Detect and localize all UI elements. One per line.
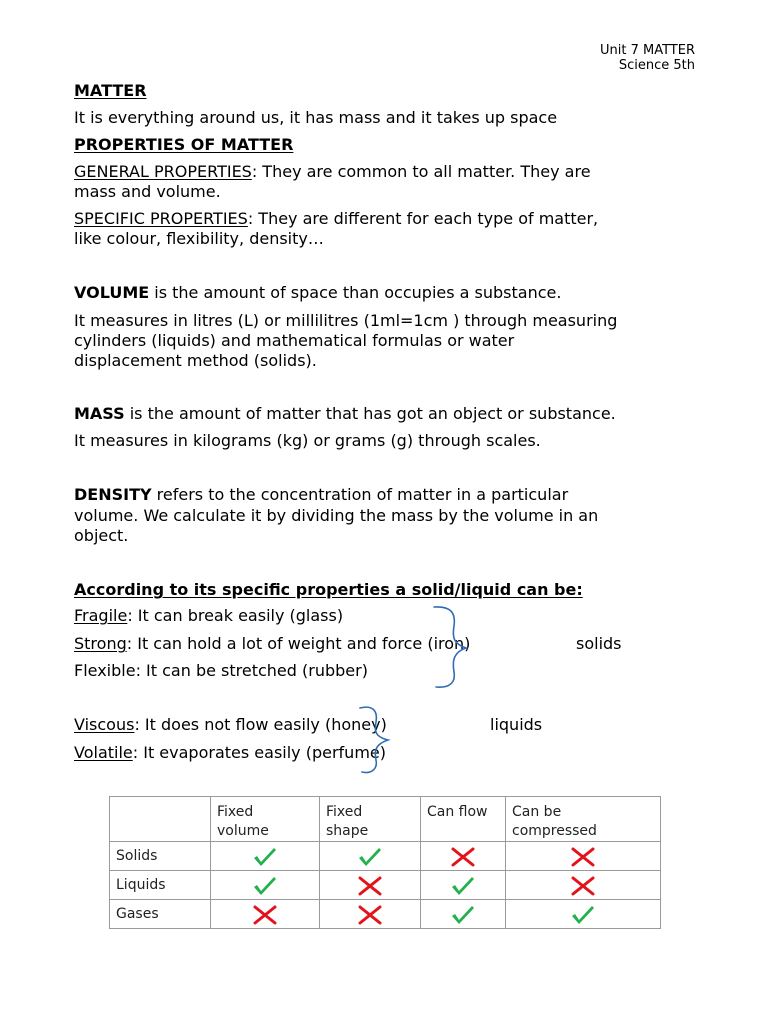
mass-line1: It measures in kilograms (kg) or grams (g) through scales. <box>74 431 541 450</box>
liquids-brace-icon <box>358 704 408 780</box>
mark-cell <box>506 871 661 900</box>
mark-cell <box>211 900 320 929</box>
volatile-item: Volatile: It evaporates easily (perfume) <box>74 743 386 762</box>
cross-icon <box>357 875 383 897</box>
strong-term: Strong <box>74 634 127 653</box>
general-properties-label: GENERAL PROPERTIES <box>74 162 252 181</box>
mark-cell <box>320 871 421 900</box>
volume-line3: displacement method (solids). <box>74 351 317 370</box>
mass-definition: MASS is the amount of matter that has got an object or substance. <box>74 404 616 423</box>
check-icon <box>450 875 476 897</box>
properties-heading: PROPERTIES OF MATTER <box>74 135 294 154</box>
mark-cell <box>211 871 320 900</box>
volume-definition: VOLUME is the amount of space than occupies a substance. <box>74 283 562 302</box>
liquids-label: liquids <box>490 715 543 734</box>
check-icon <box>450 904 476 926</box>
volume-term: VOLUME <box>74 283 150 302</box>
fragile-item: Fragile: It can break easily (glass) <box>74 606 344 625</box>
density-term: DENSITY <box>74 485 152 504</box>
table-row-gases <box>110 900 661 929</box>
mark-cell <box>421 900 506 929</box>
viscous-item: Viscous: It does not flow easily (honey) <box>74 715 387 734</box>
cross-icon <box>252 904 278 926</box>
header-can-flow: Can flow <box>421 797 506 842</box>
row-label: Solids <box>110 842 211 871</box>
general-properties-line1: GENERAL PROPERTIES: They are common to all matter. They are <box>74 162 591 181</box>
cross-icon <box>570 846 596 868</box>
table-corner-cell <box>110 797 211 842</box>
general-properties-line2: mass and volume. <box>74 182 221 201</box>
row-label: Gases <box>110 900 211 929</box>
mass-term: MASS <box>74 404 125 423</box>
header-course: Science 5th <box>618 58 695 73</box>
mark-cell <box>320 900 421 929</box>
volatile-term: Volatile <box>74 743 133 762</box>
volume-line2: cylinders (liquids) and mathematical formulas or water <box>74 331 515 350</box>
check-icon <box>570 904 596 926</box>
header-can-be-compressed: Can be compressed <box>506 797 661 842</box>
solids-label: solids <box>576 634 622 653</box>
check-icon <box>252 875 278 897</box>
viscous-term: Viscous <box>74 715 135 734</box>
specific-list-heading: According to its specific properties a solid/liquid can be: <box>74 580 583 599</box>
density-definition: DENSITY refers to the concentration of matter in a particular <box>74 485 569 504</box>
solids-brace-icon <box>430 604 480 690</box>
specific-properties-label: SPECIFIC PROPERTIES <box>74 209 248 228</box>
states-of-matter-table <box>109 796 661 929</box>
header-unit: Unit 7 MATTER <box>600 43 695 58</box>
table-row-solids <box>110 842 661 871</box>
density-line3: object. <box>74 526 129 545</box>
check-icon <box>252 846 278 868</box>
check-icon <box>357 846 383 868</box>
mark-cell <box>421 871 506 900</box>
row-label: Liquids <box>110 871 211 900</box>
cross-icon <box>357 904 383 926</box>
strong-item: Strong: It can hold a lot of weight and force (iron) <box>74 634 471 653</box>
cross-icon <box>570 875 596 897</box>
mark-cell <box>421 842 506 871</box>
mark-cell <box>211 842 320 871</box>
matter-heading: MATTER <box>74 81 147 100</box>
table-header-row <box>110 797 661 842</box>
table-row-liquids <box>110 871 661 900</box>
specific-properties-line1: SPECIFIC PROPERTIES: They are different for each type of matter, <box>74 209 599 228</box>
mark-cell <box>506 900 661 929</box>
header-fixed-shape: Fixed shape <box>320 797 421 842</box>
density-line2: volume. We calculate it by dividing the mass by the volume in an <box>74 506 599 525</box>
specific-properties-line2: like colour, flexibility, density… <box>74 229 324 248</box>
matter-definition: It is everything around us, it has mass and it takes up space <box>74 108 558 127</box>
volume-line1: It measures in litres (L) or millilitres (1ml=1cm ) through measuring <box>74 311 618 330</box>
cross-icon <box>450 846 476 868</box>
flexible-item: Flexible: It can be stretched (rubber) <box>74 661 368 680</box>
mark-cell <box>320 842 421 871</box>
header-fixed-volume: Fixed volume <box>211 797 320 842</box>
fragile-term: Fragile <box>74 606 128 625</box>
mark-cell <box>506 842 661 871</box>
